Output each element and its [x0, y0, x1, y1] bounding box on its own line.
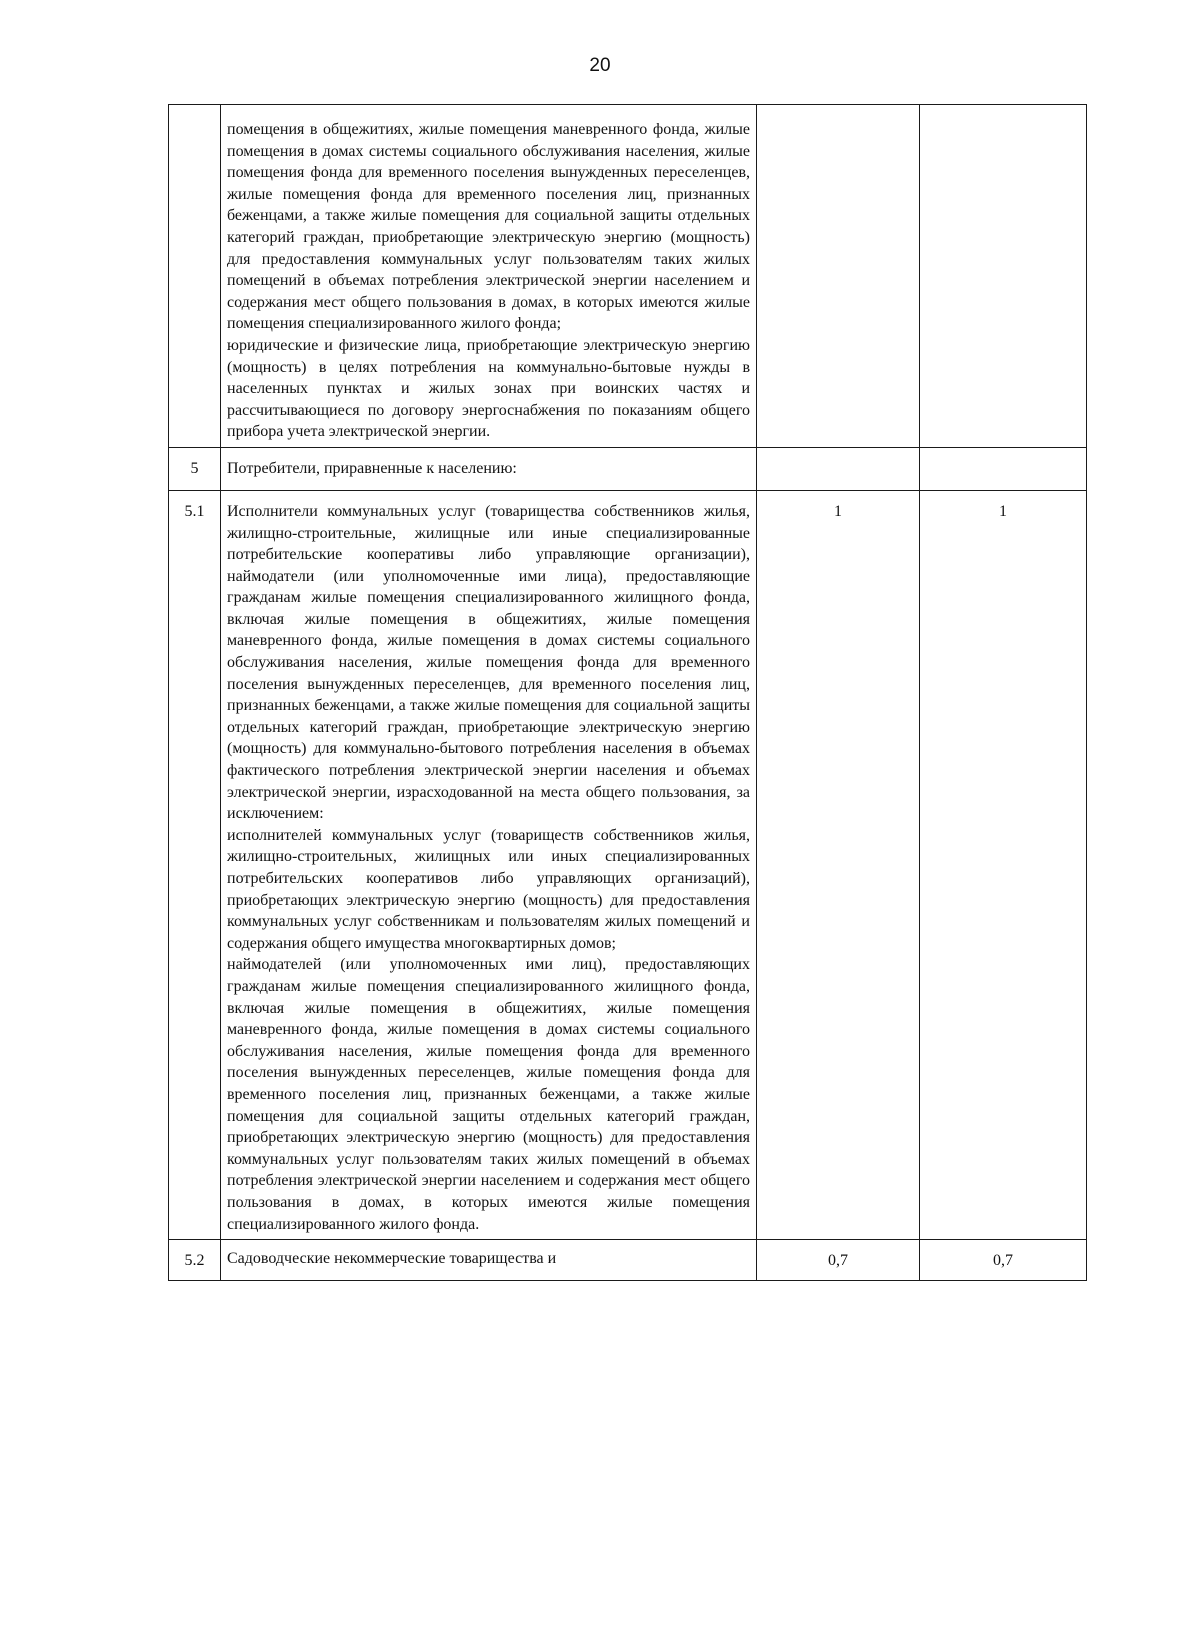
row-value-1 [757, 447, 920, 490]
table-row-5-2 [169, 1240, 1087, 1281]
table-row-5-1 [169, 490, 1087, 1239]
tariff-table [168, 104, 1087, 1281]
row-value-1: 1 [757, 490, 920, 1239]
row-number [169, 105, 221, 448]
row-value-1: 0,7 [757, 1240, 920, 1281]
row-value-2 [920, 447, 1087, 490]
paragraph: юридические и физические лица, приобретающие электрическую энергию (мощность) в целях потребления на коммунально-бытовые нужды в населенных пунктах и жилых зонах при воинских частях и рассчитывающиеся по договору энергоснабжения по показаниям общего прибора учета электрической энергии. [227, 336, 750, 441]
paragraph: Исполнители коммунальных услуг (товарищества собственников жилья, жилищно-строительные, жилищные или иные специализированные потребительские кооперативы либо управляющие организации), наймодатели (или уполномоченные ими лица), предоставляющие гражданам жилые помещения специализированного жилищного фонда, включая жилые помещения в общежитиях, жилые помещения маневренного фонда, жилые помещения в домах системы социального обслуживания населения, жилые помещения фонда для временного поселения вынужденных переселенцев, для временного поселения лиц, признанных беженцами, а также жилые помещения для социальной защиты отдельных категорий граждан, приобретающие электрическую энергию (мощность) для коммунально-бытового потребления населения в объемах фактического потребления электрической энергии населения и объемах электрической энергии, израсходованной на места общего пользования, за исключением: [227, 502, 750, 823]
row-description: Садоводческие некоммерческие товарищества и [221, 1240, 757, 1281]
row-value-2 [920, 105, 1087, 448]
table-row-5 [169, 447, 1087, 490]
row-description: Потребители, приравненные к населению: [221, 447, 757, 490]
table-row-continuation [169, 105, 1087, 448]
row-value-2: 1 [920, 490, 1087, 1239]
row-number: 5 [169, 447, 221, 490]
row-number: 5.2 [169, 1240, 221, 1281]
row-number: 5.1 [169, 490, 221, 1239]
row-value-2: 0,7 [920, 1240, 1087, 1281]
paragraph: помещения в общежитиях, жилые помещения маневренного фонда, жилые помещения в домах системы социального обслуживания населения, жилые помещения фонда для временного поселения вынужденных переселенцев, жилые помещения фонда для временного поселения лиц, признанных беженцами, а также жилые помещения для социальной защиты отдельных категорий граждан, приобретающие электрическую энергию (мощность) для предоставления коммунальных услуг пользователям таких жилых помещений в объемах потребления электрической энергии населением и содержания мест общего пользования в домах, в которых имеются жилые помещения специализированного жилого фонда; [227, 121, 750, 333]
row-description [221, 490, 757, 1239]
page-number: 20 [589, 55, 611, 76]
paragraph: исполнителей коммунальных услуг (товариществ собственников жилья, жилищно-строительных, жилищных или иных специализированных потребительских кооперативов либо управляющих организаций), приобретающих электрическую энергию (мощность) для предоставления коммунальных услуг собственникам и пользователям жилых помещений и содержания общего имущества многоквартирных домов; [227, 826, 750, 952]
paragraph: наймодателей (или уполномоченных ими лиц), предоставляющих гражданам жилые помещения специализированного жилищного фонда, включая жилые помещения в общежитиях, жилые помещения маневренного фонда, жилые помещения в домах системы социального обслуживания населения, жилые помещения фонда для временного поселения вынужденных переселенцев, жилые помещения фонда для временного поселения лиц, признанных беженцами, а также жилые помещения для социальной защиты отдельных категорий граждан, приобретающих электрическую энергию (мощность) для предоставления коммунальных услуг пользователям таких жилых помещений в объемах потребления электрической энергии населением и содержания мест общего пользования в домах, в которых имеются жилые помещения специализированного жилого фонда. [227, 956, 750, 1233]
row-description [221, 105, 757, 448]
row-value-1 [757, 105, 920, 448]
